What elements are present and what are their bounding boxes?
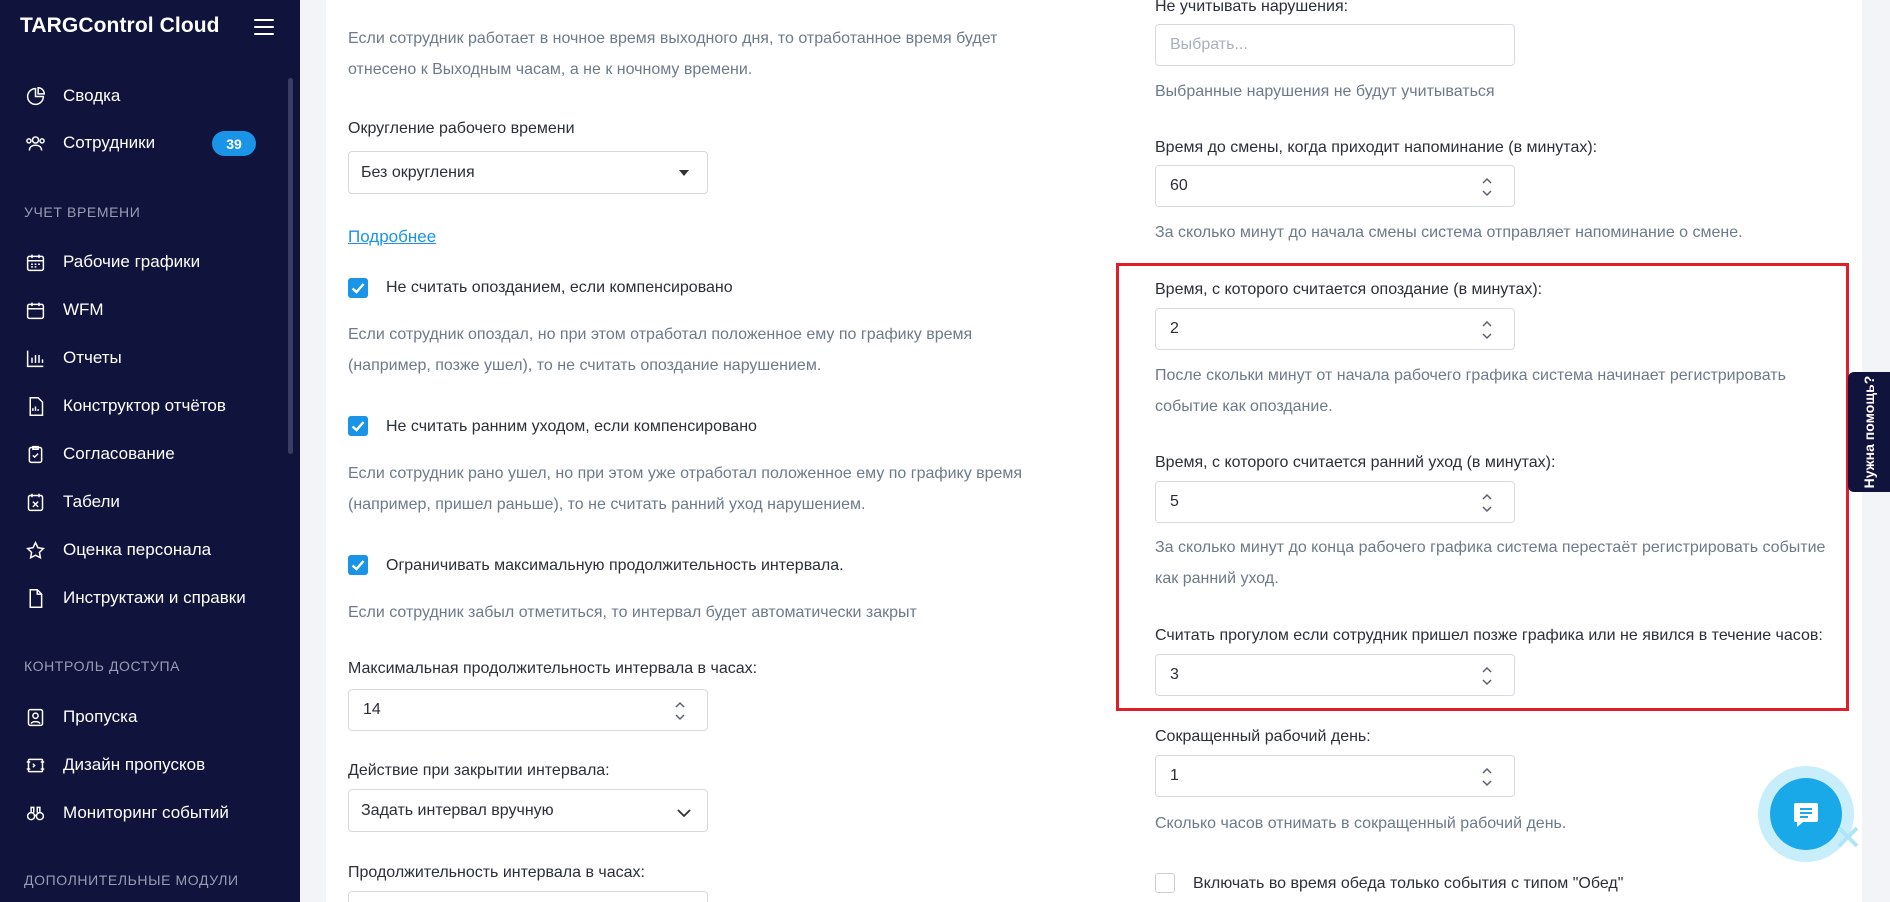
limit-interval-checkbox[interactable] — [348, 555, 368, 575]
reminder-label: Время до смены, когда приходит напоминание (в минутах): — [1155, 139, 1598, 156]
sidebar-item-pass-design[interactable] — [24, 750, 274, 780]
sidebar-item-work-schedules[interactable] — [24, 247, 274, 277]
short-day-label: Сокращенный рабочий день: — [1155, 728, 1371, 745]
sidebar-item-employees[interactable] — [24, 128, 274, 158]
sidebar-item-report-builder[interactable] — [24, 391, 274, 421]
night-weekend-hint: Если сотрудник работает в ночное время выходного дня, то отработанное время будет отнесено к Выходным часам, а не к ночному времени. — [348, 30, 998, 78]
late-compensated-hint: Если сотрудник опоздал, но при этом отработал положенное ему по графику время (например, позже ушел), то не считать опоздание нарушением. — [348, 326, 973, 374]
sidebar-item-label: Оценка персонала — [63, 540, 212, 559]
late-compensated-label: Не считать опозданием, если компенсировано — [386, 279, 733, 296]
absence-input[interactable] — [1155, 654, 1515, 696]
stepper-icon[interactable] — [1482, 491, 1492, 515]
sidebar-item-label: Инструктажи и справки — [63, 588, 246, 607]
early-compensated-checkbox[interactable] — [348, 416, 368, 436]
sidebar-item-label: WFM — [63, 300, 104, 319]
stepper-icon[interactable] — [1482, 765, 1492, 789]
stepper-icon[interactable] — [675, 699, 685, 723]
max-hours-label: Максимальная продолжительность интервала в часах: — [348, 660, 758, 677]
early-minutes-label: Время, с которого считается ранний уход (в минутах): — [1155, 454, 1556, 471]
late-minutes-hint: После скольки минут от начала рабочего графика система начинает регистрировать событие как опоздание. — [1155, 367, 1786, 415]
section-title-extra: ДОПОЛНИТЕЛЬНЫЕ МОДУЛИ — [24, 872, 239, 888]
short-day-input[interactable] — [1155, 755, 1515, 797]
absence-label: Считать прогулом если сотрудник пришел позже графика или не явился в течение часов: — [1155, 627, 1823, 644]
sidebar-item-label: Согласование — [63, 444, 175, 463]
close-icon[interactable] — [1835, 824, 1861, 850]
interval-hours-label: Продолжительность интервала в часах: — [348, 864, 645, 881]
ignore-violations-hint: Выбранные нарушения не будут учитываться — [1155, 83, 1495, 100]
report-builder-icon — [24, 395, 46, 417]
late-minutes-label: Время, с которого считается опоздание (в минутах): — [1155, 281, 1543, 298]
sidebar-scrollbar[interactable] — [288, 78, 293, 454]
check-icon — [351, 559, 365, 571]
star-icon — [24, 539, 46, 561]
short-day-hint: Сколько часов отнимать в сокращенный рабочий день. — [1155, 815, 1567, 832]
document-icon — [24, 587, 46, 609]
sidebar-item-summary[interactable] — [24, 81, 274, 111]
section-title-access: КОНТРОЛЬ ДОСТУПА — [24, 658, 181, 674]
check-icon — [351, 420, 365, 432]
close-action-value: Задать интервал вручную — [361, 801, 554, 819]
sidebar-item-label: Отчеты — [63, 348, 122, 367]
users-icon — [24, 132, 46, 154]
early-compensated-hint: Если сотрудник рано ушел, но при этом уже отработал положенное ему по графику время (например, пришел раньше), то не считать ранний уход нарушением. — [348, 465, 1023, 513]
sidebar-item-label: Сводка — [63, 86, 121, 105]
reminder-input[interactable] — [1155, 165, 1515, 207]
sidebar-item-label: Дизайн пропусков — [63, 755, 206, 774]
sidebar — [0, 0, 300, 902]
sidebar-item-label: Сотрудники — [63, 133, 156, 152]
help-tab[interactable] — [1848, 372, 1890, 492]
chevron-down-icon — [677, 805, 691, 823]
bar-chart-icon — [24, 347, 46, 369]
stepper-icon[interactable] — [1482, 175, 1492, 199]
sidebar-item-label: Рабочие графики — [63, 252, 201, 271]
rounding-value: Без округления — [361, 163, 475, 181]
stepper-icon[interactable] — [1482, 318, 1492, 342]
interval-hours-input[interactable] — [348, 891, 708, 902]
sidebar-item-reports[interactable] — [24, 343, 274, 373]
sidebar-item-staff-rating[interactable] — [24, 535, 274, 565]
max-hours-input[interactable] — [348, 689, 708, 731]
lunch-events-label: Включать во время обеда только события с типом "Обед" — [1193, 875, 1624, 892]
sidebar-item-timesheets[interactable] — [24, 487, 274, 517]
lunch-events-checkbox[interactable] — [1155, 873, 1175, 893]
absence-value: 3 — [1170, 666, 1179, 683]
rounding-label: Округление рабочего времени — [348, 120, 575, 137]
employees-count-badge: 39 — [212, 131, 256, 156]
calendar-grid-icon — [24, 251, 46, 273]
calendar-icon — [24, 299, 46, 321]
sidebar-item-label: Конструктор отчётов — [63, 396, 226, 415]
badge-icon — [24, 706, 46, 728]
early-minutes-hint: За сколько минут до конца рабочего графика система перестаёт регистрировать событие как ранний уход. — [1155, 539, 1826, 587]
approval-icon — [24, 443, 46, 465]
reminder-hint: За сколько минут до начала смены система отправляет напоминание о смене. — [1155, 224, 1743, 241]
limit-interval-hint: Если сотрудник забыл отметиться, то интервал будет автоматически закрыт — [348, 604, 917, 621]
limit-interval-label: Ограничивать максимальную продолжительность интервала. — [386, 557, 844, 574]
app-brand: TARGControl Cloud — [20, 14, 220, 37]
caret-down-icon — [679, 170, 689, 176]
max-hours-value: 14 — [363, 701, 381, 718]
early-minutes-input[interactable] — [1155, 481, 1515, 523]
section-title-time: УЧЕТ ВРЕМЕНИ — [24, 204, 141, 220]
timesheet-icon — [24, 491, 46, 513]
check-icon — [351, 282, 365, 294]
sidebar-item-approval[interactable] — [24, 439, 274, 469]
monitor-icon — [24, 802, 46, 824]
more-link[interactable]: Подробнее — [348, 227, 437, 246]
late-compensated-checkbox[interactable] — [348, 278, 368, 298]
sidebar-item-passes[interactable] — [24, 702, 274, 732]
ignore-violations-select[interactable] — [1155, 24, 1515, 66]
pie-chart-icon — [24, 85, 46, 107]
early-compensated-label: Не считать ранним уходом, если компенсировано — [386, 418, 757, 435]
short-day-value: 1 — [1170, 767, 1179, 784]
chat-icon — [1791, 799, 1821, 829]
sidebar-item-label: Мониторинг событий — [63, 803, 229, 822]
close-action-select[interactable] — [348, 789, 708, 832]
sidebar-item-event-monitoring[interactable] — [24, 798, 274, 828]
sidebar-item-label: Табели — [63, 492, 120, 511]
help-tab-label: Нужна помощь? — [1861, 375, 1877, 489]
late-minutes-input[interactable] — [1155, 308, 1515, 350]
pass-design-icon — [24, 754, 46, 776]
settings-panel — [326, 0, 1862, 902]
rounding-select[interactable] — [348, 151, 708, 194]
late-minutes-value: 2 — [1170, 320, 1179, 337]
ignore-violations-placeholder: Выбрать... — [1170, 36, 1248, 53]
reminder-value: 60 — [1170, 177, 1188, 194]
sidebar-item-briefings[interactable] — [24, 583, 274, 613]
ignore-violations-label: Не учитывать нарушения: — [1155, 0, 1349, 15]
sidebar-item-wfm[interactable] — [24, 295, 274, 325]
sidebar-item-label: Пропуска — [63, 707, 138, 726]
hamburger-menu-icon[interactable] — [254, 19, 274, 35]
early-minutes-value: 5 — [1170, 493, 1179, 510]
close-action-label: Действие при закрытии интервала: — [348, 762, 610, 779]
stepper-icon[interactable] — [1482, 664, 1492, 688]
